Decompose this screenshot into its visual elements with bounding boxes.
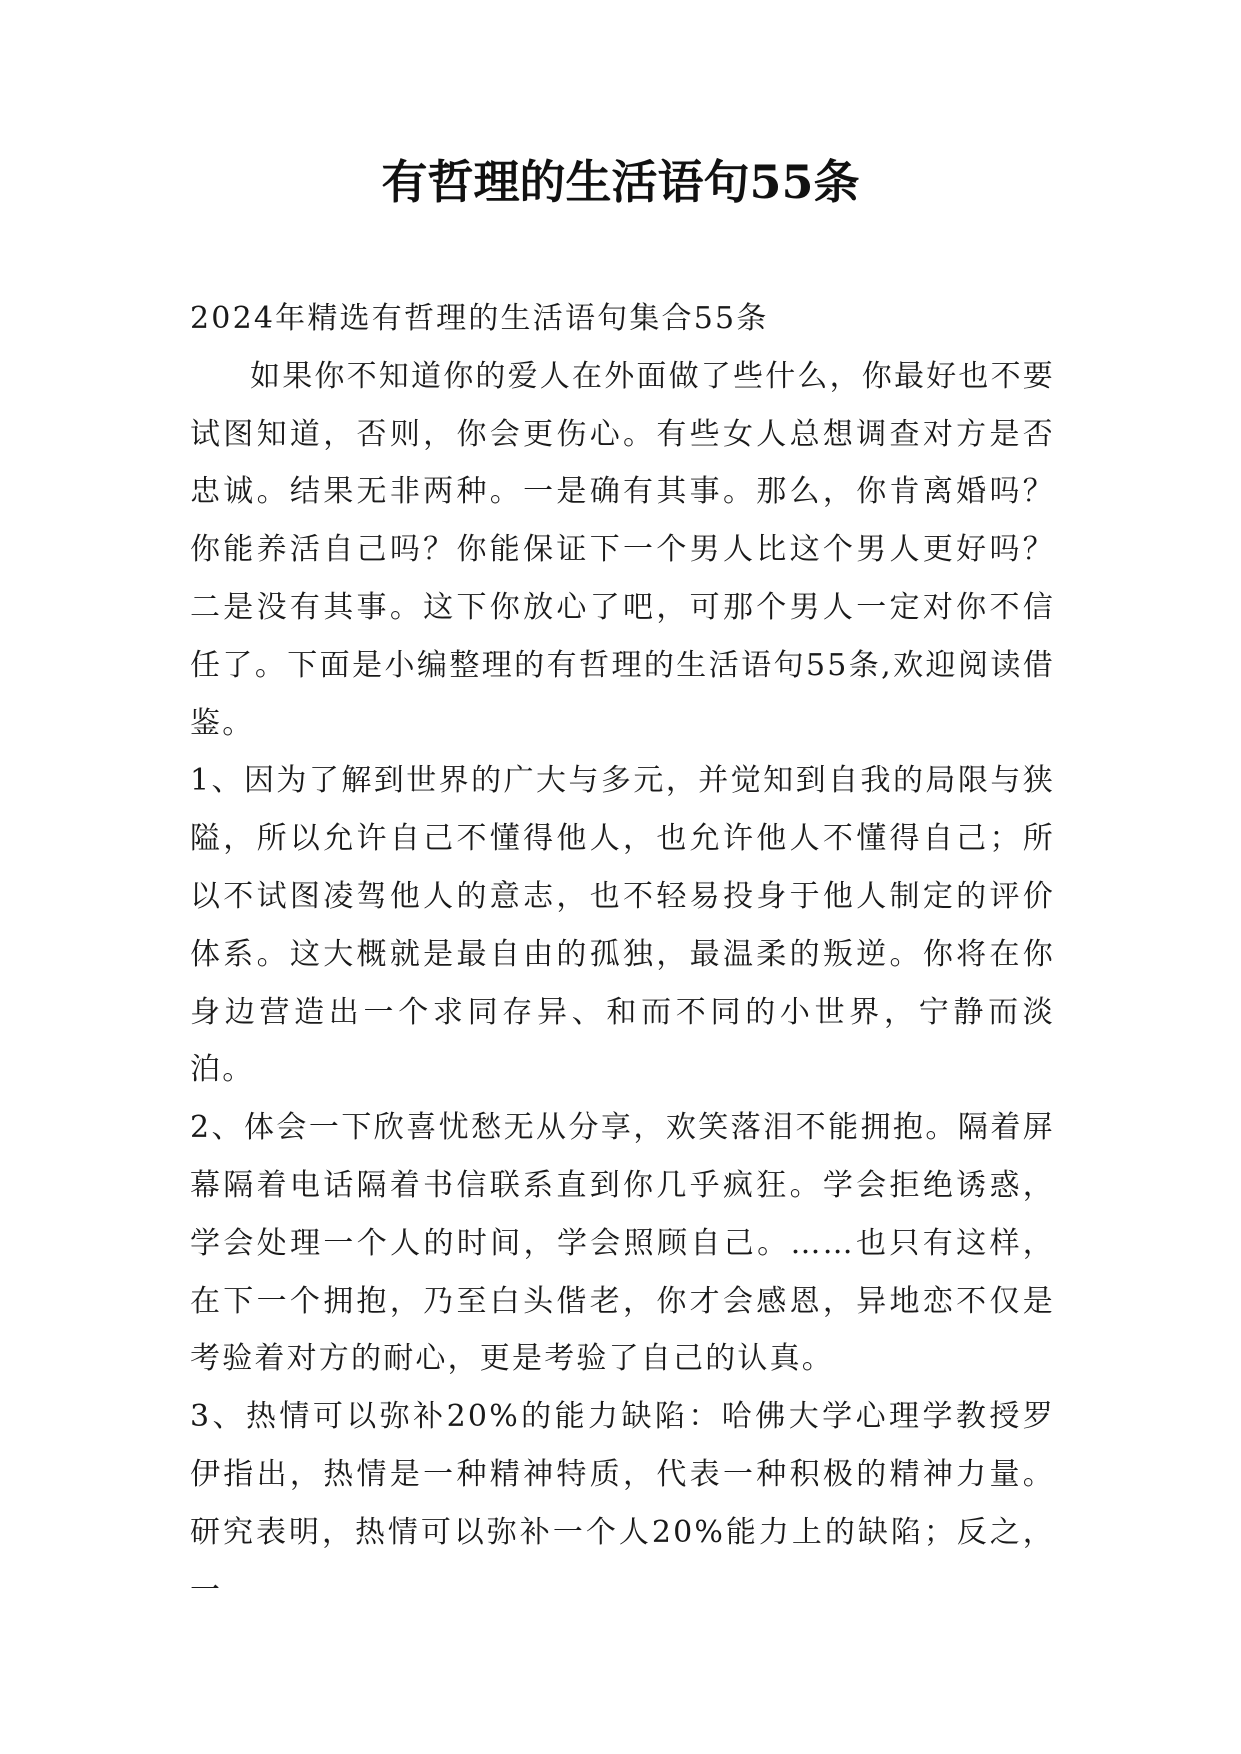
- list-item: 3、热情可以弥补20%的能力缺陷：哈佛大学心理学教授罗伊指出，热情是一种精神特质，代表一种积极的精神力量。研究表明，热情可以弥补一个人20%能力上的缺陷；反之，一: [190, 1399, 1055, 1608]
- document-title: 有哲理的生活语句55条: [381, 155, 860, 209]
- intro-paragraph: 如果你不知道你的爱人在外面做了些什么，你最好也不要试图知道，否则，你会更伤心。有些女人总想调查对方是否忠诚。结果无非两种。一是确有其事。那么，你肯离婚吗？你能养活自己吗？你能保证下一个男人比这个男人更好吗？二是没有其事。这下你放心了吧，可那个男人一定对你不信任了。下面是小编整理的有哲理的生活语句55条,欢迎阅读借鉴。: [190, 358, 1055, 741]
- list-item: 1、因为了解到世界的广大与多元，并觉知到自我的局限与狭隘，所以允许自己不懂得他人，也允许他人不懂得自己；所以不试图凌驾他人的意志，也不轻易投身于他人制定的评价体系。这大概就是最自由的孤独，最温柔的叛逆。你将在你身边营造出一个求同存异、和而不同的小世界，宁静而淡泊。: [190, 763, 1055, 1088]
- document-subtitle: 2024年精选有哲理的生活语句集合55条: [190, 301, 769, 336]
- list-item: 2、体会一下欣喜忧愁无从分享，欢笑落泪不能拥抱。隔着屏幕隔着电话隔着书信联系直到你几乎疯狂。学会拒绝诱惑，学会处理一个人的时间，学会照顾自己。……也只有这样，在下一个拥抱，乃至白头偕老，你才会感恩，异地恋不仅是考验着对方的耐心，更是考验了自己的认真。: [190, 1110, 1055, 1377]
- document-body: [190, 290, 1055, 1619]
